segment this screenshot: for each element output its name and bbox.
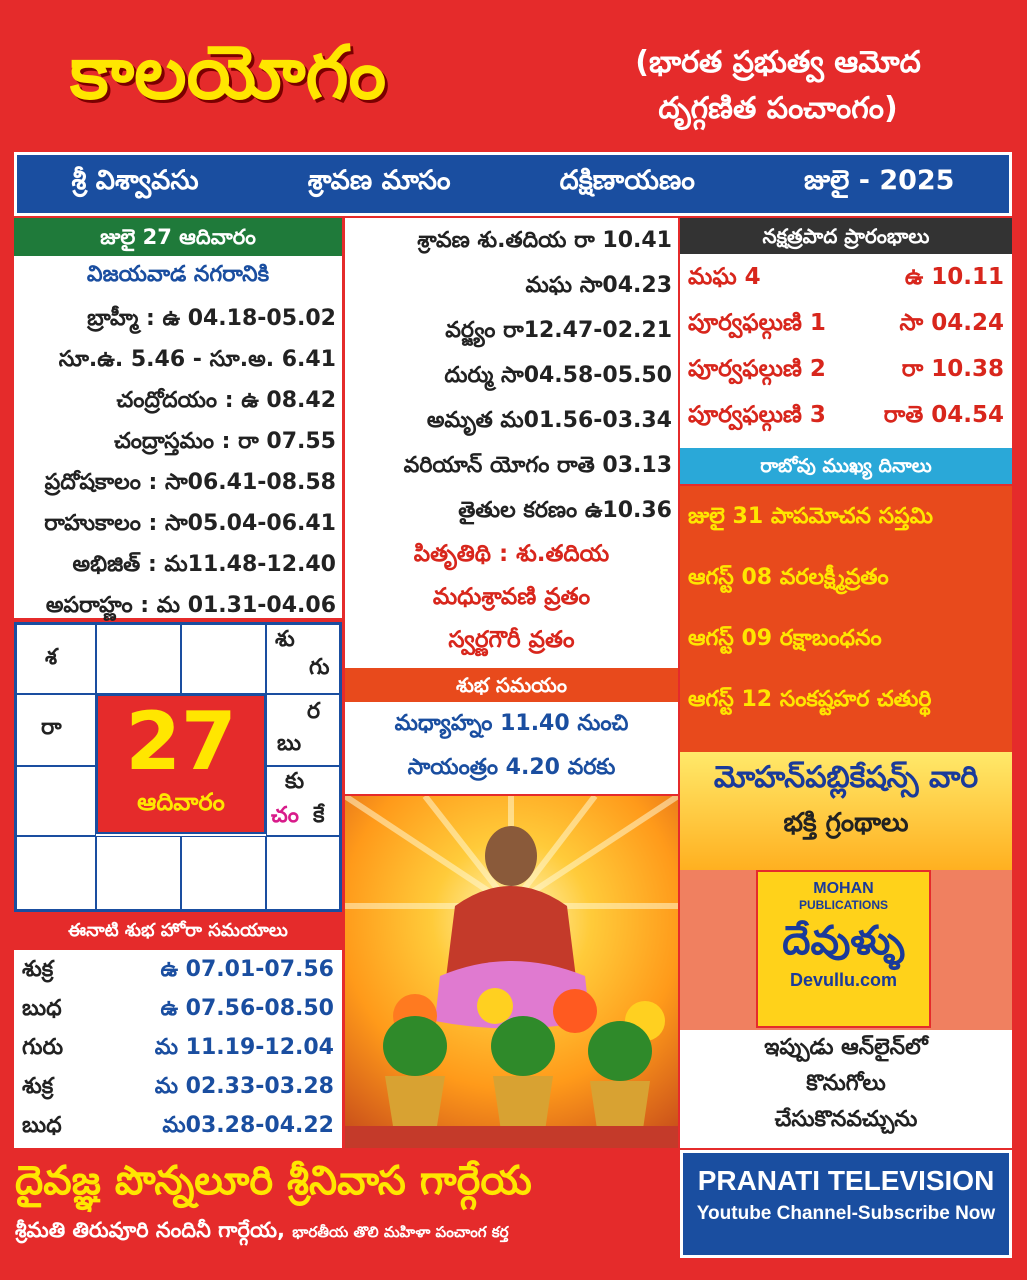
samvatsara-label: శ్రీ విశ్వావసు — [71, 165, 199, 196]
date-number: 27 — [125, 695, 237, 788]
brand-line-1: MOHAN — [813, 880, 874, 897]
tithi-panel — [345, 218, 678, 668]
tithi-row: శ్రావణ శు.తదియ రా 10.41 — [417, 228, 672, 253]
hora-planet: బుధ — [22, 1113, 62, 1138]
festival-row: పితృతిథి : శు.తదియ — [413, 541, 610, 567]
hora-planet: బుధ — [22, 996, 62, 1021]
ayana-label: దక్షిణాయణం — [559, 165, 695, 196]
buy-line-1: ఇప్పుడు ఆన్‌లైన్‌లో — [764, 1035, 928, 1060]
auspicious-time-panel — [345, 702, 678, 794]
chart-cell — [96, 836, 181, 910]
date-box — [96, 694, 266, 834]
chart-cell-text: బు — [277, 731, 302, 756]
chart-cell — [266, 766, 340, 836]
pada-name: మఘ 4 — [688, 264, 761, 290]
co-author — [15, 1218, 509, 1248]
hora-row — [14, 1106, 342, 1145]
publisher-tagline: భక్తి గ్రంథాలు — [783, 808, 909, 838]
hora-time: మ 02.33-03.28 — [154, 1074, 334, 1099]
chart-cell — [181, 836, 266, 910]
book-title: దేవుళ్ళు — [782, 918, 905, 964]
upcoming-days-panel — [680, 486, 1012, 752]
nakshatra-row: మఘ సా04.23 — [525, 273, 672, 298]
co-author-title: భారతీయ తొలి మహిళా పంచాంగ కర్త — [292, 1223, 509, 1241]
header — [0, 0, 1027, 152]
chart-cell-text: కే — [313, 803, 325, 828]
chart-cell — [16, 694, 96, 766]
nakshatra-pada-row — [680, 300, 1012, 346]
ritual-illustration — [345, 796, 678, 1148]
hora-time: మ 11.19-12.04 — [154, 1035, 334, 1060]
hora-planet: గురు — [22, 1035, 64, 1060]
subtitle-line-1: (భారత ప్రభుత్వ ఆమోద — [635, 45, 921, 80]
chart-cell-text: ర — [307, 699, 321, 724]
author-name: దైవజ్ఞ పొన్నలూరి శ్రీనివాస గార్గేయ — [15, 1158, 532, 1204]
subtitle-line-2: దృగ్గణిత పంచాంగం) — [658, 91, 898, 126]
chart-cell-text: కు — [285, 769, 305, 794]
city-label: విజయవాడ నగరానికి — [86, 262, 270, 287]
upcoming-day-item: ఆగస్ట్ 08 వరలక్ష్మీవ్రతం — [688, 565, 889, 590]
chart-cell — [266, 836, 340, 910]
page-subtitle — [608, 40, 948, 132]
nakshatra-pada-row — [680, 346, 1012, 392]
chart-cell-text: శు — [275, 627, 295, 652]
chart-cell-text: గు — [309, 655, 330, 680]
timing-row: రాహుకాలం : సా05.04-06.41 — [44, 511, 336, 536]
buy-online-note — [680, 1030, 1012, 1148]
karanam-row: తైతుల కరణం ఉ10.36 — [458, 498, 672, 523]
upcoming-days-header: రాబోవు ముఖ్య దినాలు — [680, 448, 1012, 484]
timing-row: చంద్రోదయం : ఉ 08.42 — [116, 388, 336, 413]
book-ad — [680, 870, 1012, 1030]
timing-row: బ్రాహ్మీ : ఉ 04.18-05.02 — [87, 306, 336, 331]
timing-row: అపరాహ్ణం : మ 01.31-04.06 — [45, 593, 336, 618]
pada-time: ఉ 10.11 — [904, 264, 1004, 290]
hora-time: ఉ 07.56-08.50 — [160, 996, 334, 1021]
hora-row — [14, 950, 342, 989]
book-cover — [756, 870, 931, 1028]
timing-row: సూ.ఉ. 5.46 - సూ.అ. 6.41 — [58, 347, 336, 372]
chart-cell — [16, 624, 96, 694]
chart-cell — [266, 694, 340, 766]
publisher-name: మోహన్‌పబ్లికేషన్స్ వారి — [713, 760, 979, 795]
timing-row: అభిజిత్ : మ11.48-12.40 — [72, 552, 336, 577]
publisher-ad — [680, 752, 1012, 870]
page-title: కాలయోగం — [70, 30, 387, 116]
pada-time: సా 04.24 — [899, 310, 1004, 336]
timing-row: చంద్రాస్తమం : రా 07.55 — [114, 429, 336, 454]
hora-planet: శుక్ర — [22, 1074, 54, 1099]
auspicious-time-start: మధ్యాహ్నం 11.40 నుంచి — [394, 711, 629, 736]
buy-line-3: చేసుకొనవచ్చును — [774, 1107, 918, 1132]
chart-cell — [16, 836, 96, 910]
nakshatra-pada-header: నక్షత్రపాద ప్రారంభాలు — [680, 218, 1012, 254]
timing-row: ప్రదోషకాలం : సా06.41-08.58 — [44, 470, 336, 495]
chart-cell — [181, 624, 266, 694]
varjyam-row: వర్జ్యం రా12.47-02.21 — [445, 318, 672, 343]
chart-cell — [266, 624, 340, 694]
co-author-name: శ్రీమతి తిరువూరి నందినీ గార్గేయ, — [15, 1218, 285, 1242]
tv-subscribe-text: Youtube Channel-Subscribe Now — [696, 1203, 996, 1224]
amrutha-row: అమృత మ01.56-03.34 — [426, 408, 672, 433]
auspicious-time-header: శుభ సమయం — [345, 668, 678, 702]
planet-position-chart — [14, 622, 342, 912]
yogam-row: వరియాన్ యోగం రాతె 03.13 — [403, 453, 672, 478]
hora-row — [14, 1028, 342, 1067]
daily-timings-panel — [14, 218, 342, 618]
festival-row: స్వర్ణగౌరీ వ్రతం — [448, 627, 575, 653]
nakshatra-pada-row — [680, 392, 1012, 438]
upcoming-day-item: ఆగస్ట్ 12 సంకష్టహర చతుర్థి — [688, 687, 932, 712]
chart-cell-text: చం — [271, 803, 299, 828]
hora-time: మ03.28-04.22 — [162, 1113, 334, 1138]
date-header: జులై 27 ఆదివారం — [14, 218, 342, 256]
chart-cell-text: శ — [45, 645, 58, 670]
buy-line-2: కొనుగోలు — [806, 1071, 886, 1096]
hora-time: ఉ 07.01-07.56 — [160, 957, 334, 982]
date-weekday: ఆదివారం — [137, 788, 225, 816]
month-year-label: జులై - 2025 — [804, 165, 955, 196]
month-label: శ్రావణ మాసం — [307, 165, 451, 196]
book-site: Devullu.com — [789, 970, 898, 990]
pada-name: పూర్వఫల్గుణి 2 — [688, 356, 826, 382]
hora-panel — [14, 950, 342, 1148]
hora-row — [14, 989, 342, 1028]
brand-line-2: PUBLICATIONS — [798, 898, 889, 912]
upcoming-day-item: జులై 31 పాపమోచన సప్తమి — [688, 504, 933, 529]
durmuhurtham-row: దుర్ము సా04.58-05.50 — [444, 363, 672, 388]
pada-name: పూర్వఫల్గుణి 3 — [688, 402, 826, 428]
footer — [0, 1150, 680, 1280]
tv-channel-banner — [680, 1150, 1012, 1258]
ritual-photo — [345, 796, 678, 1148]
nakshatra-pada-row — [680, 254, 1012, 300]
hora-planet: శుక్ర — [22, 957, 54, 982]
pada-name: పూర్వఫల్గుణి 1 — [688, 310, 826, 336]
hora-row — [14, 1067, 342, 1106]
hora-header: ఈనాటి శుభ హోరా సమయాలు — [14, 914, 342, 948]
chart-cell-text: రా — [41, 715, 62, 740]
chart-cell — [16, 766, 96, 836]
tv-channel-name: PRANATI TELEVISION — [697, 1165, 995, 1196]
pada-time: రా 10.38 — [901, 356, 1004, 382]
auspicious-time-end: సాయంత్రం 4.20 వరకు — [407, 755, 616, 780]
upcoming-day-item: ఆగస్ట్ 09 రక్షాబంధనం — [688, 626, 882, 651]
info-bar — [14, 152, 1012, 216]
nakshatra-pada-panel — [680, 218, 1012, 448]
chart-cell — [96, 624, 181, 694]
festival-row: మధుశ్రావణి వ్రతం — [432, 584, 591, 610]
pada-time: రాతె 04.54 — [883, 402, 1004, 428]
